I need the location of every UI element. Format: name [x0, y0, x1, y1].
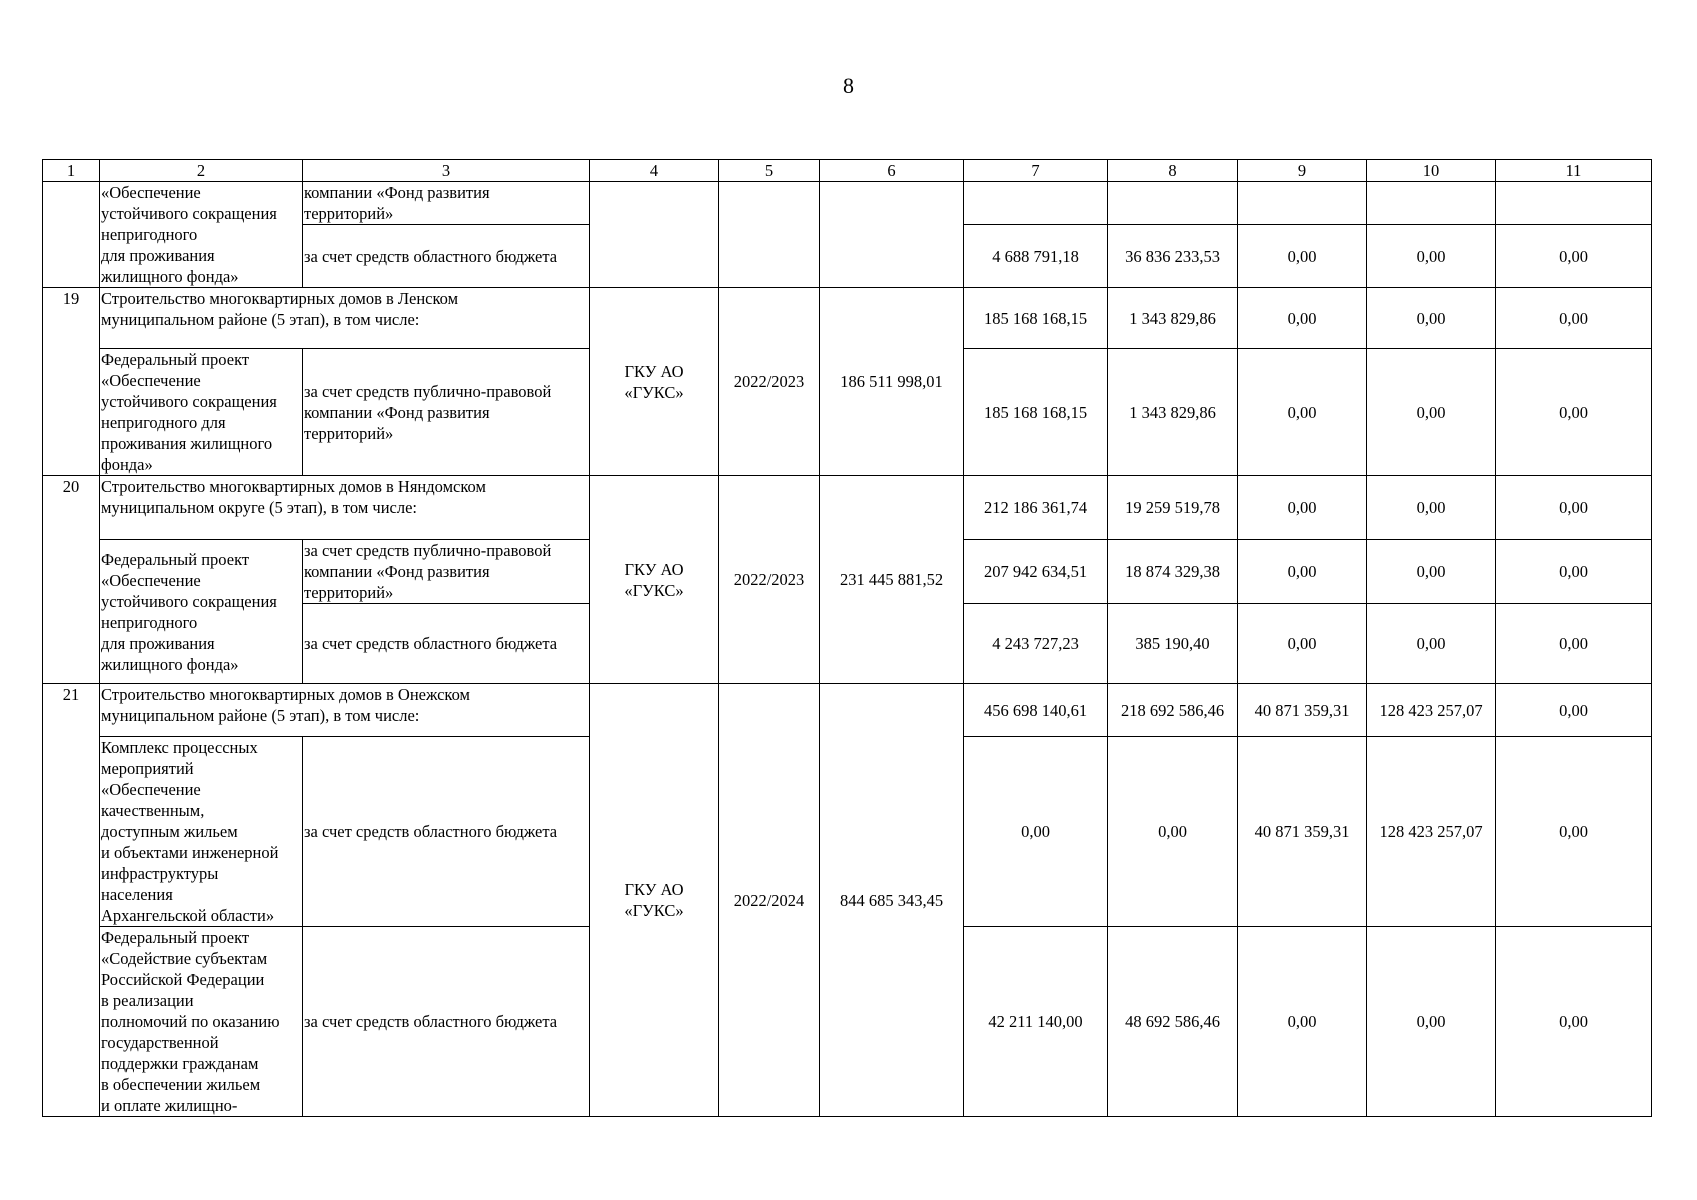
funding-source: за счет средств публично-правовой компании «Фонд развития территорий»	[303, 349, 590, 476]
amount: 0,00	[1496, 476, 1652, 540]
amount: 456 698 140,61	[964, 684, 1108, 737]
amount: 218 692 586,46	[1108, 684, 1238, 737]
amount: 0,00	[1238, 540, 1367, 604]
page-number: 8	[843, 73, 854, 98]
amount	[1367, 182, 1496, 225]
period: 2022/2023	[719, 288, 820, 476]
funding-source: за счет средств областного бюджета	[303, 737, 590, 927]
col-header-1: 1	[43, 160, 100, 182]
amount: 385 190,40	[1108, 604, 1238, 684]
amount: 0,00	[1238, 476, 1367, 540]
table-row	[43, 182, 1652, 225]
amount: 0,00	[1496, 225, 1652, 288]
amount: 36 836 233,53	[1108, 225, 1238, 288]
funding-source: за счет средств публично-правовой компании «Фонд развития территорий»	[303, 540, 590, 604]
cost	[820, 182, 964, 288]
object-title: Строительство многоквартирных домов в Онежском муниципальном районе (5 этап), в том числе:	[100, 684, 590, 737]
table-row	[43, 288, 1652, 349]
amount: 0,00	[1367, 476, 1496, 540]
amount: 212 186 361,74	[964, 476, 1108, 540]
amount: 0,00	[1367, 927, 1496, 1117]
col-header-8: 8	[1108, 160, 1238, 182]
amount: 18 874 329,38	[1108, 540, 1238, 604]
executor	[590, 182, 719, 288]
col-header-7: 7	[964, 160, 1108, 182]
funding-source: за счет средств областного бюджета	[303, 225, 590, 288]
amount: 0,00	[1367, 349, 1496, 476]
col-header-5: 5	[719, 160, 820, 182]
col-header-11: 11	[1496, 160, 1652, 182]
amount: 0,00	[1238, 927, 1367, 1117]
amount: 0,00	[1496, 349, 1652, 476]
amount	[1108, 182, 1238, 225]
row-number: 19	[43, 288, 100, 476]
row-number: 20	[43, 476, 100, 684]
cost: 186 511 998,01	[820, 288, 964, 476]
amount: 128 423 257,07	[1367, 684, 1496, 737]
budget-table	[42, 159, 1652, 1117]
amount	[964, 182, 1108, 225]
amount: 0,00	[1496, 288, 1652, 349]
amount: 4 243 727,23	[964, 604, 1108, 684]
amount	[1496, 182, 1652, 225]
amount: 207 942 634,51	[964, 540, 1108, 604]
amount: 0,00	[1238, 349, 1367, 476]
program-name: Комплекс процессных мероприятий «Обеспечение качественным, доступным жильем и объектами инженерной инфраструктуры населения Архангельской области»	[100, 737, 303, 927]
executor: ГКУ АО «ГУКС»	[590, 476, 719, 684]
amount: 185 168 168,15	[964, 349, 1108, 476]
amount: 0,00	[1367, 604, 1496, 684]
row-number	[43, 182, 100, 288]
cost: 844 685 343,45	[820, 684, 964, 1117]
amount: 0,00	[964, 737, 1108, 927]
amount: 0,00	[1496, 737, 1652, 927]
col-header-3: 3	[303, 160, 590, 182]
executor: ГКУ АО «ГУКС»	[590, 684, 719, 1117]
amount: 0,00	[1238, 604, 1367, 684]
table-row	[43, 684, 1652, 737]
amount: 0,00	[1496, 604, 1652, 684]
amount: 1 343 829,86	[1108, 349, 1238, 476]
funding-source: за счет средств областного бюджета	[303, 604, 590, 684]
program-name: «Обеспечение устойчивого сокращения непригодного для проживания жилищного фонда»	[100, 182, 303, 288]
table-row	[43, 476, 1652, 540]
period: 2022/2024	[719, 684, 820, 1117]
amount: 48 692 586,46	[1108, 927, 1238, 1117]
amount: 40 871 359,31	[1238, 737, 1367, 927]
program-name: Федеральный проект «Обеспечение устойчивого сокращения непригодного для проживания жилищного фонда»	[100, 540, 303, 684]
amount	[1238, 182, 1367, 225]
col-header-6: 6	[820, 160, 964, 182]
col-header-9: 9	[1238, 160, 1367, 182]
period: 2022/2023	[719, 476, 820, 684]
amount: 40 871 359,31	[1238, 684, 1367, 737]
amount: 0,00	[1238, 288, 1367, 349]
amount: 0,00	[1108, 737, 1238, 927]
amount: 0,00	[1367, 540, 1496, 604]
funding-source: компании «Фонд развития территорий»	[303, 182, 590, 225]
amount: 19 259 519,78	[1108, 476, 1238, 540]
executor: ГКУ АО «ГУКС»	[590, 288, 719, 476]
col-header-2: 2	[100, 160, 303, 182]
col-header-4: 4	[590, 160, 719, 182]
amount: 0,00	[1496, 540, 1652, 604]
object-title: Строительство многоквартирных домов в Ленском муниципальном районе (5 этап), в том числе:	[100, 288, 590, 349]
column-number-row	[43, 160, 1652, 182]
program-name: Федеральный проект «Обеспечение устойчивого сокращения непригодного для проживания жилищного фонда»	[100, 349, 303, 476]
cost: 231 445 881,52	[820, 476, 964, 684]
row-number: 21	[43, 684, 100, 1117]
period	[719, 182, 820, 288]
amount: 185 168 168,15	[964, 288, 1108, 349]
amount: 0,00	[1238, 225, 1367, 288]
amount: 0,00	[1367, 225, 1496, 288]
amount: 0,00	[1496, 684, 1652, 737]
col-header-10: 10	[1367, 160, 1496, 182]
amount: 0,00	[1496, 927, 1652, 1117]
amount: 4 688 791,18	[964, 225, 1108, 288]
amount: 1 343 829,86	[1108, 288, 1238, 349]
object-title: Строительство многоквартирных домов в Няндомском муниципальном округе (5 этап), в том числе:	[100, 476, 590, 540]
program-name: Федеральный проект «Содействие субъектам Российской Федерации в реализации полномочий по оказанию государственной поддержки гражданам в обеспечении жильем и оплате жилищно-	[100, 927, 303, 1117]
funding-source: за счет средств областного бюджета	[303, 927, 590, 1117]
amount: 42 211 140,00	[964, 927, 1108, 1117]
amount: 128 423 257,07	[1367, 737, 1496, 927]
amount: 0,00	[1367, 288, 1496, 349]
